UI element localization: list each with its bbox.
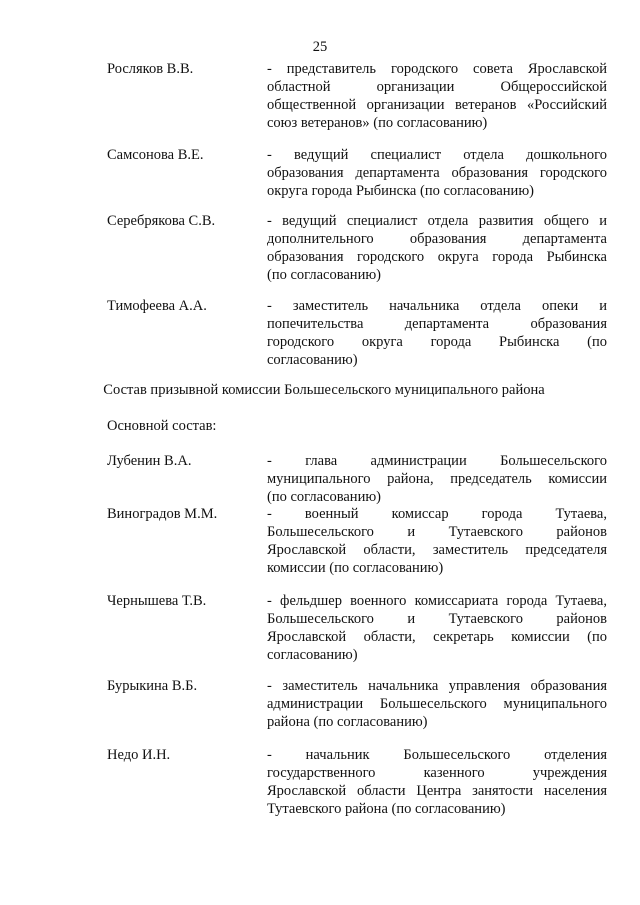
role-line: (по согласованию) bbox=[267, 267, 381, 283]
role-line: муниципального района, председатель комиссии bbox=[267, 471, 607, 487]
member-name: Лубенин В.А. bbox=[107, 453, 192, 469]
member-name: Бурыкина В.Б. bbox=[107, 678, 198, 694]
role-line: образования департамента образования городского bbox=[267, 165, 607, 181]
role-line: Большесельского и Тутаевского районов bbox=[267, 611, 607, 627]
role-line: - начальник Большесельского отделения bbox=[267, 747, 607, 763]
main-composition-label: Основной состав: bbox=[107, 418, 217, 434]
role-line: (по согласованию) bbox=[267, 489, 381, 505]
role-line: согласованию) bbox=[267, 647, 358, 663]
role-line: - заместитель начальника управления образования bbox=[267, 678, 607, 694]
role-line: общественной организации ветеранов «Российский bbox=[267, 97, 607, 113]
member-role bbox=[267, 677, 607, 731]
member-role bbox=[267, 452, 607, 506]
role-line: района (по согласованию) bbox=[267, 714, 428, 730]
commission-heading: Состав призывной комиссии Большесельского муниципального района bbox=[103, 382, 545, 398]
member-role bbox=[267, 146, 607, 200]
role-line: - ведущий специалист отдела развития общего и bbox=[267, 213, 607, 229]
member-name: Самсонова В.Е. bbox=[107, 147, 204, 163]
role-line: попечительства департамента образования bbox=[267, 316, 607, 332]
role-line: городского округа города Рыбинска (по bbox=[267, 334, 607, 350]
role-line: - ведущий специалист отдела дошкольного bbox=[267, 147, 607, 163]
member-name: Виноградов М.М. bbox=[107, 506, 218, 522]
role-line: - заместитель начальника отдела опеки и bbox=[267, 298, 607, 314]
role-line: - фельдшер военного комиссариата города Тутаева, bbox=[267, 593, 607, 609]
member-name: Тимофеева А.А. bbox=[107, 298, 207, 314]
role-line: комиссии (по согласованию) bbox=[267, 560, 444, 576]
role-line: - глава администрации Большесельского bbox=[267, 453, 607, 469]
role-line: - военный комиссар города Тутаева, bbox=[267, 506, 607, 522]
member-role bbox=[267, 505, 607, 577]
role-line: дополнительного образования департамента bbox=[267, 231, 607, 247]
role-line: Большесельского и Тутаевского районов bbox=[267, 524, 607, 540]
role-line: союз ветеранов» (по согласованию) bbox=[267, 115, 488, 131]
role-line: администрации Большесельского муниципального bbox=[267, 696, 607, 712]
member-name: Недо И.Н. bbox=[107, 747, 171, 763]
role-line: Ярославской области Центра занятости населения bbox=[267, 783, 607, 799]
member-role bbox=[267, 60, 607, 132]
member-role bbox=[267, 592, 607, 664]
role-line: округа города Рыбинска (по согласованию) bbox=[267, 183, 534, 199]
role-line: областной организации Общероссийской bbox=[267, 79, 607, 95]
member-role bbox=[267, 212, 607, 284]
role-line: - представитель городского совета Ярославской bbox=[267, 61, 607, 77]
member-name: Серебрякова С.В. bbox=[107, 213, 216, 229]
page-number: 25 bbox=[312, 39, 328, 55]
member-role bbox=[267, 297, 607, 369]
member-name: Чернышева Т.В. bbox=[107, 593, 207, 609]
role-line: согласованию) bbox=[267, 352, 358, 368]
role-line: образования городского округа города Рыбинска bbox=[267, 249, 607, 265]
role-line: Тутаевского района (по согласованию) bbox=[267, 801, 506, 817]
role-line: государственного казенного учреждения bbox=[267, 765, 607, 781]
member-role bbox=[267, 746, 607, 818]
member-name: Росляков В.В. bbox=[107, 61, 194, 77]
role-line: Ярославской области, заместитель председателя bbox=[267, 542, 607, 558]
role-line: Ярославской области, секретарь комиссии (по bbox=[267, 629, 607, 645]
